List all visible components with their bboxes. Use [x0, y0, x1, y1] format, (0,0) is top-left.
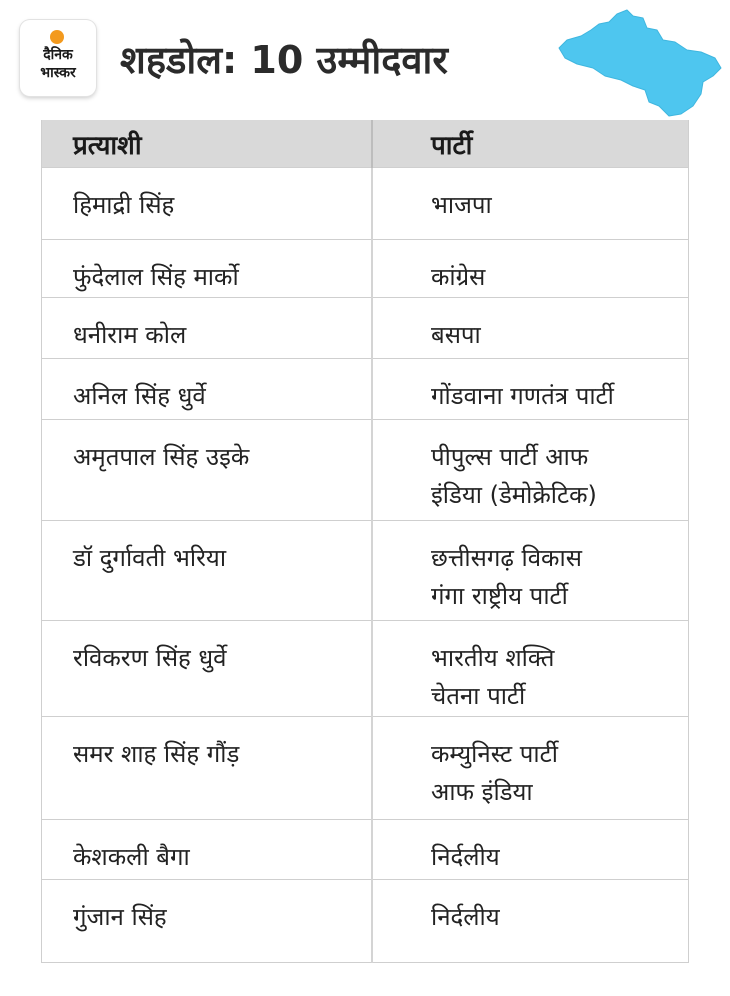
candidate-name: डॉ दुर्गावती भरिया — [41, 521, 372, 621]
party-line: कांग्रेस — [431, 263, 486, 291]
table-row — [41, 420, 689, 521]
table-row — [41, 621, 689, 717]
party-line: पीपुल्स पार्टी आफ — [431, 443, 589, 471]
party-line: कम्युनिस्ट पार्टी — [431, 740, 558, 768]
candidate-name: समर शाह सिंह गौंड़ — [41, 717, 372, 820]
table-row — [41, 168, 689, 240]
candidate-name: रविकरण सिंह धुर्वे — [41, 621, 372, 717]
party-line: बसपा — [431, 321, 481, 349]
logo-line-2: भास्कर — [40, 65, 76, 81]
table-header-row — [41, 120, 689, 168]
party-line: गंगा राष्ट्रीय पार्टी — [431, 582, 568, 610]
shahdol-map-icon — [555, 6, 725, 118]
party-name — [372, 240, 689, 298]
logo-sun-dot — [50, 30, 64, 44]
party-line: चेतना पार्टी — [431, 682, 526, 710]
party-line: आफ इंडिया — [431, 778, 533, 806]
dainik-bhaskar-logo — [20, 20, 96, 96]
candidate-name: केशकली बैगा — [41, 820, 372, 880]
table-row — [41, 820, 689, 880]
party-line: भारतीय शक्ति — [431, 644, 555, 672]
table-row — [41, 240, 689, 298]
table-row — [41, 880, 689, 963]
candidate-name: फुंदेलाल सिंह मार्को — [41, 240, 372, 298]
candidate-name: गुंजान सिंह — [41, 880, 372, 963]
party-name — [372, 359, 689, 420]
header-candidate: प्रत्याशी — [41, 120, 372, 168]
page-title: शहडोल: 10 उम्मीदवार — [120, 38, 448, 82]
party-name — [372, 621, 689, 717]
party-name — [372, 820, 689, 880]
header-party: पार्टी — [372, 120, 689, 168]
party-name — [372, 168, 689, 240]
table-row — [41, 521, 689, 621]
table-row — [41, 717, 689, 820]
candidate-name: अनिल सिंह धुर्वे — [41, 359, 372, 420]
candidates-table — [41, 120, 689, 963]
party-line: निर्दलीय — [431, 843, 500, 871]
table-row — [41, 359, 689, 420]
party-line: भाजपा — [431, 191, 492, 219]
party-line: इंडिया (डेमोक्रेटिक) — [431, 481, 597, 509]
candidate-name: हिमाद्री सिंह — [41, 168, 372, 240]
candidate-name: अमृतपाल सिंह उइके — [41, 420, 372, 521]
candidate-name: धनीराम कोल — [41, 298, 372, 359]
party-name — [372, 880, 689, 963]
party-line: गोंडवाना गणतंत्र पार्टी — [431, 382, 614, 410]
party-name — [372, 521, 689, 621]
logo-line-1: दैनिक — [43, 47, 73, 63]
party-name — [372, 717, 689, 820]
party-line: छत्तीसगढ़ विकास — [431, 544, 582, 572]
table-row — [41, 298, 689, 359]
party-name — [372, 420, 689, 521]
party-name — [372, 298, 689, 359]
party-line: निर्दलीय — [431, 903, 500, 931]
